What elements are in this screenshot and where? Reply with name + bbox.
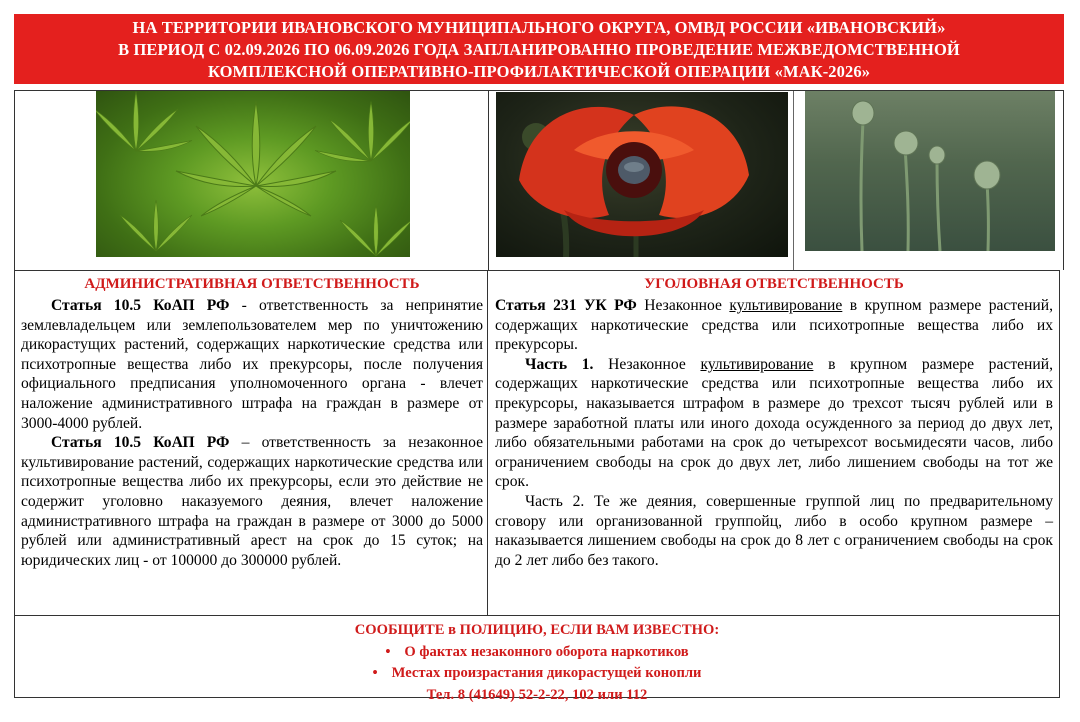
red-poppy-flower-photo [496, 92, 788, 257]
poppy-seed-pods-photo [805, 91, 1055, 251]
photos-row [14, 90, 1064, 270]
criminal-article-text-post: в крупном размере растений, содержащих наркотические средства или психотропные вещества либо их прекурсоры. [495, 297, 1054, 354]
criminal-part-1-text-pre: Незаконное [593, 355, 701, 373]
admin-article-1-text: - ответственность за непринятие землевладельцем или землепользователем мер по уничтожению дикорастущих растений, содержащих наркотические средства или психотропные вещества либо их прекурсоры, после получения официального предписания уполномоченного органа - влечет наложение административного штрафа на граждан в размере от 3000-4000 рублей. [21, 297, 484, 432]
admin-article-2-title: Статья 10.5 КоАП РФ [51, 434, 230, 452]
criminal-article-text-pre: Незаконное [636, 297, 730, 314]
banner-line-1: НА ТЕРРИТОРИИ ИВАНОВСКОГО МУНИЦИПАЛЬНОГО ОКРУГА, ОМВД РОССИИ «ИВАНОВСКИЙ» [132, 18, 946, 37]
criminal-article [495, 296, 1053, 355]
banner-line-2: В ПЕРИОД С 02.09.2026 ПО 06.09.2026 ГОДА ЗАПЛАНИРОВАННО ПРОВЕДЕНИЕ МЕЖВЕДОМСТВЕННОЙ [118, 40, 960, 59]
law-table [14, 270, 1060, 616]
list-item: • Местах произрастания дикорастущей конопли [15, 663, 1059, 685]
list-item: • О фактах незаконного оборота наркотиков [15, 642, 1059, 664]
photo-frame-line [793, 91, 794, 271]
cultivation-term: культивирование [700, 355, 814, 373]
report-list [15, 642, 1059, 685]
report-heading: СООБЩИТЕ в ПОЛИЦИЮ, ЕСЛИ ВАМ ИЗВЕСТНО: [354, 622, 720, 638]
table-divider [487, 271, 488, 615]
criminal-title: УГОЛОВНАЯ ОТВЕТСТВЕННОСТЬ [644, 276, 904, 292]
criminal-article-title: Статья 231 УК РФ [495, 297, 637, 314]
photos-divider [488, 91, 489, 270]
criminal-part-1-text-post: в крупном размере растений, содержащих наркотические средства или психотропные вещества либо их прекурсоры, наказывается штрафом в размере до трехсот тысяч рублей или в размере заработной платы или иного дохода осужденного за период до двух лет, либо обязательными работами на срок до четырехсот восьмидесяти часов, либо ограничением свободы на срок до двух лет, либо лишением свободы на тот же срок. [495, 355, 1053, 491]
cannabis-leaves-photo [96, 91, 410, 257]
cultivation-term: культивирование [729, 297, 843, 314]
criminal-part-1 [495, 355, 1053, 492]
header-banner [14, 14, 1064, 84]
criminal-part-1-title: Часть 1. [525, 355, 594, 373]
admin-article-2-text: – ответственность за незаконное культивирование растений, содержащих наркотические средства или психотропные вещества либо их прекурсоры, если это действие не содержит уголовно наказуемого деяния, влечет наложение административного штрафа на граждан в размере от 3000 до 5000 рублей или административный арест на срок до 15 суток; на юридических лиц - от 100000 до 300000 рублей. [21, 434, 483, 569]
admin-article-1-title: Статья 10.5 КоАП РФ [51, 297, 230, 314]
admin-article-2 [21, 433, 483, 570]
banner-line-3: КОМПЛЕКСНОЙ ОПЕРАТИВНО-ПРОФИЛАКТИЧЕСКОЙ ОПЕРАЦИИ «МАК-2026» [207, 62, 871, 81]
criminal-part-2: Часть 2. Те же деяния, совершенные группой лиц по предварительному сговору или организованной группойц, либо в особо крупном размере – наказывается лишением свободы на срок до 8 лет с ограничением свободы на срок до 2 лет либо без такого. [495, 492, 1053, 569]
report-footer [14, 616, 1060, 703]
administrative-column [21, 271, 483, 615]
criminal-column [495, 271, 1053, 615]
police-phone: Тел. 8 (41649) 52-2-22, 102 или 112 [426, 686, 648, 703]
administrative-title: АДМИНИСТРАТИВНАЯ ОТВЕТСТВЕННОСТЬ [84, 276, 420, 292]
admin-article-1 [21, 296, 483, 433]
